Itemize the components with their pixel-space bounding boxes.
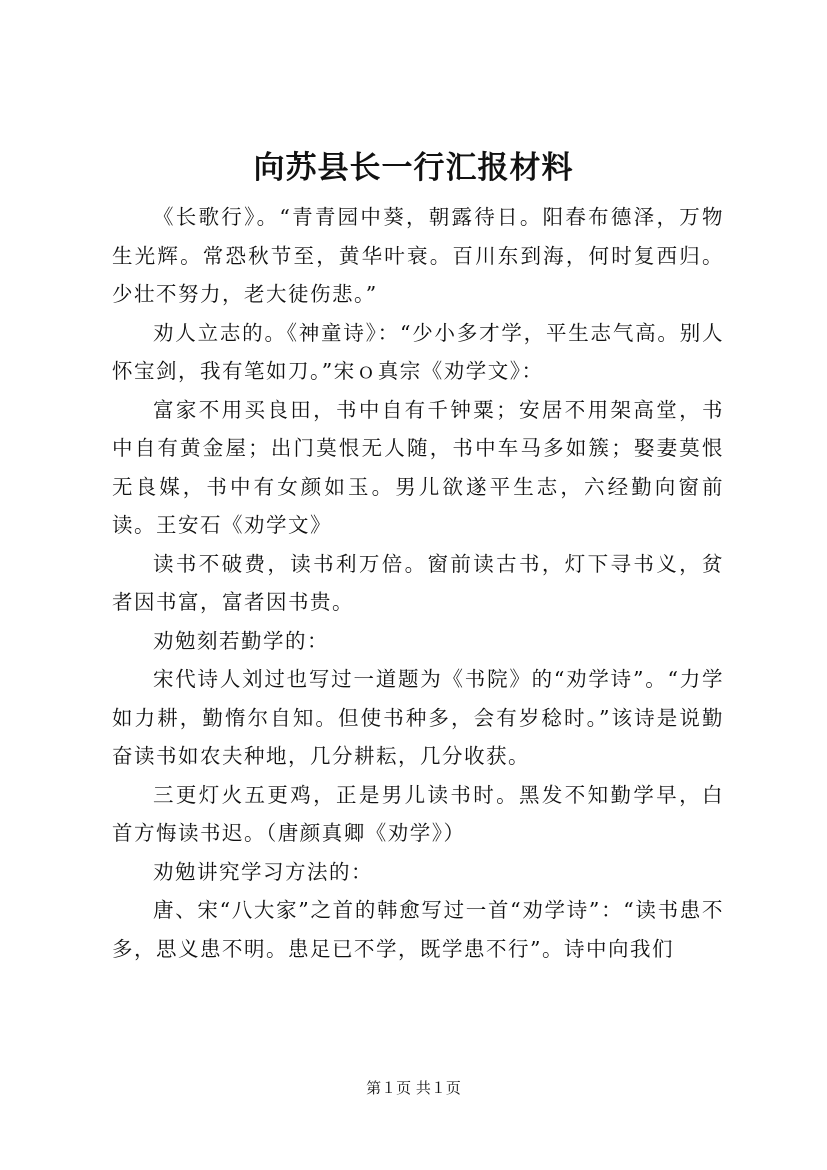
paragraph: 宋代诗人刘过也写过一道题为《书院》的“劝学诗”。“力学如力耕，勤惰尔自知。但使书种多，会有岁稔时。”该诗是说勤奋读书如农夫种地，几分耕耘，几分收获。 xyxy=(112,667,724,768)
paragraph: 《长歌行》。“青青园中葵，朝露待日。阳春布德泽，万物生光辉。常恐秋节至，黄华叶衰。百川东到海，何时复西归。少壮不努力，老大徒伤悲。” xyxy=(112,205,724,306)
paragraph: 三更灯火五更鸡，正是男儿读书时。黑发不知勤学早，白首方悔读书迟。（唐颜真卿《劝学》） xyxy=(112,782,724,845)
document-title: 向苏县长一行汇报材料 xyxy=(253,150,574,186)
paragraph: 劝人立志的。《神童诗》：“少小多才学，平生志气高。别人怀宝剑，我有笔如刀。”宋ｏ真宗《劝学文》： xyxy=(112,320,724,383)
paragraph: 富家不用买良田，书中自有千钟粟；安居不用架高堂，书中自有黄金屋；出门莫恨无人随，书中车马多如簇；娶妻莫恨无良媒，书中有女颜如玉。男儿欲遂平生志，六经勤向窗前读。王安石《劝学文》 xyxy=(112,397,724,537)
paragraph: 劝勉刻若勤学的： xyxy=(153,628,329,653)
paragraph: 唐、宋“八大家”之首的韩愈写过一首“劝学诗”：“读书患不多，思义患不明。患足已不学，既学患不行”。诗中向我们 xyxy=(112,898,724,961)
document-body xyxy=(112,198,724,968)
paragraph: 劝勉讲究学习方法的： xyxy=(153,859,373,884)
paragraph: 读书不破费，读书利万倍。窗前读古书，灯下寻书义，贫者因书富，富者因书贵。 xyxy=(112,551,724,614)
page-footer: 第１页 共１页 xyxy=(366,1079,461,1097)
